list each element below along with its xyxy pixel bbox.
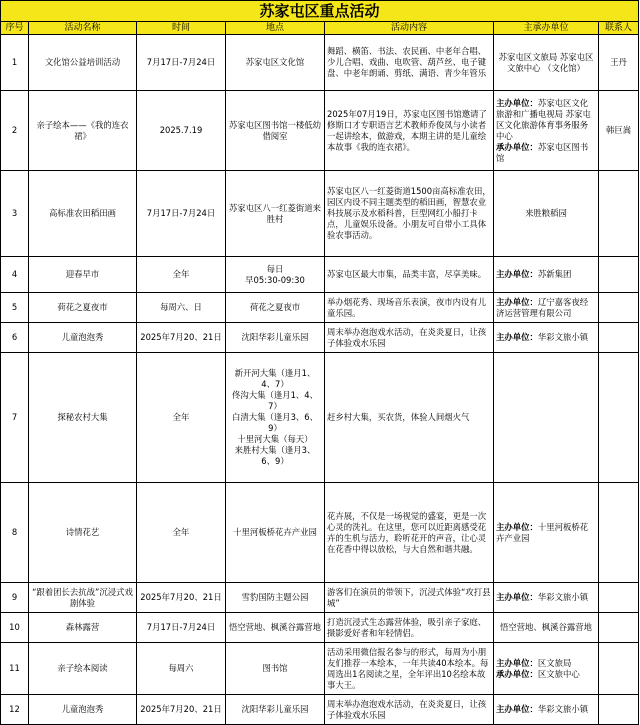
activity-content: 2025年07月19日，苏家屯区图书馆邀请了修斯口才专职语言艺术教师乔俊凤与小读者一起讲绘本，做游戏，本期主讲的是儿童绘本故事《我的连衣裙》。 xyxy=(325,91,494,171)
row-number: 12 xyxy=(1,695,29,725)
activity-contact xyxy=(599,643,639,695)
activity-content: 赶乡村大集，买农货，体验人间烟火气 xyxy=(325,353,494,483)
activity-content: 打造沉浸式生态露营体验，吸引亲子家庭、摄影爱好者和年轻情侣。 xyxy=(325,613,494,643)
table-row xyxy=(1,643,639,695)
activity-contact: 王丹 xyxy=(599,35,639,91)
organizer-label: 主办单位： xyxy=(496,97,538,108)
title-row xyxy=(1,1,639,22)
activity-content: 活动采用微信报名参与的形式，每周为小朋友们推荐一本绘本，一年共读40本绘本。每周选出1名阅读之星，全年评出10名绘本故事大王。 xyxy=(325,643,494,695)
activity-time: 全年 xyxy=(137,483,226,583)
co-organizer-value: 区文旅中心 xyxy=(537,668,580,679)
header-org: 主承办单位 xyxy=(494,22,599,35)
activity-time: 2025.7.19 xyxy=(137,91,226,171)
table-row xyxy=(1,613,639,643)
activity-name: 诗情花艺 xyxy=(29,483,137,583)
activity-content: 苏家屯区最大市集，品类丰富，尽享美味。 xyxy=(325,257,494,293)
activity-time: 7月17日-7月24日 xyxy=(137,613,226,643)
organizer-value: 区文旅局 xyxy=(537,657,572,668)
organizer-label: 主办单位： xyxy=(496,332,538,342)
activity-content: 举办烟花秀、现场音乐表演，夜市内设有儿童乐园。 xyxy=(325,293,494,323)
organizer-value: 华彩文旅小镇 xyxy=(537,704,589,714)
organizer-value: 苏新集团 xyxy=(537,269,572,279)
activity-name: 迎春早市 xyxy=(29,257,137,293)
activity-organizer xyxy=(494,293,599,323)
row-number: 3 xyxy=(1,171,29,257)
row-number: 7 xyxy=(1,353,29,483)
organizer-label: 主办单位： xyxy=(496,704,538,714)
activity-contact xyxy=(599,483,639,583)
activity-time: 全年 xyxy=(137,257,226,293)
activity-organizer xyxy=(494,583,599,613)
activity-organizer xyxy=(494,323,599,353)
activity-place: 十里河板桥花卉产业园 xyxy=(226,483,325,583)
activity-organizer xyxy=(494,483,599,583)
activity-place: 每日 早05:30-09:30 xyxy=(226,257,325,293)
activity-organizer xyxy=(494,171,599,257)
activity-time: 7月17日-7月24日 xyxy=(137,35,226,91)
co-organizer-label: 承办单位： xyxy=(496,668,538,679)
activity-name: 亲子绘本阅读 xyxy=(29,643,137,695)
table-row xyxy=(1,483,639,583)
table-row xyxy=(1,323,639,353)
organizer-value: 华彩文旅小镇 xyxy=(537,592,589,602)
activity-time: 每周六 xyxy=(137,643,226,695)
table-row xyxy=(1,171,639,257)
header-contact: 联系人 xyxy=(599,22,639,35)
row-number: 8 xyxy=(1,483,29,583)
activity-content: 游客们在演员的带领下，沉浸式体验“攻打县城” xyxy=(325,583,494,613)
activity-time: 全年 xyxy=(137,353,226,483)
activity-place: 图书馆 xyxy=(226,643,325,695)
activity-contact xyxy=(599,695,639,725)
row-number: 4 xyxy=(1,257,29,293)
table-row xyxy=(1,695,639,725)
organizer-label: 主办单位： xyxy=(496,296,538,307)
activity-organizer xyxy=(494,35,599,91)
activity-place: 沈阳华彩儿童乐园 xyxy=(226,323,325,353)
activity-time: 2025年7月20、21日 xyxy=(137,583,226,613)
organizer-label: 主办单位： xyxy=(496,521,538,532)
organizer-label: 主办单位： xyxy=(496,592,538,602)
row-number: 1 xyxy=(1,35,29,91)
activity-organizer xyxy=(494,353,599,483)
table-row xyxy=(1,353,639,483)
activity-name: 文化馆公益培训活动 xyxy=(29,35,137,91)
activity-contact xyxy=(599,171,639,257)
organizer-value: 悟空营地、枫溪谷露营地 xyxy=(499,622,593,632)
header-place: 地点 xyxy=(226,22,325,35)
activity-content: 花卉展，不仅是一场视觉的盛宴，更是一次心灵的洗礼。在这里，您可以近距离感受花卉的生机与活力，聆听花开的声音，让心灵在花香中得以放松，与大自然和谐共融。 xyxy=(325,483,494,583)
sheet-title: 苏家屯区重点活动 xyxy=(1,1,639,22)
row-number: 10 xyxy=(1,613,29,643)
activity-content: 周末举办泡泡戏水活动，在炎炎夏日，让孩子体验戏水乐园 xyxy=(325,695,494,725)
header-no: 序号 xyxy=(1,22,29,35)
activity-name: 森林露营 xyxy=(29,613,137,643)
table-row xyxy=(1,257,639,293)
activity-place: 雪豹国防主题公园 xyxy=(226,583,325,613)
activity-contact xyxy=(599,583,639,613)
organizer-label: 主办单位： xyxy=(496,657,538,668)
table-row xyxy=(1,293,639,323)
activity-contact xyxy=(599,353,639,483)
activity-organizer xyxy=(494,257,599,293)
activity-name: 亲子绘本——《我的连衣裙》 xyxy=(29,91,137,171)
header-time: 时间 xyxy=(137,22,226,35)
row-number: 6 xyxy=(1,323,29,353)
organizer-value: 华彩文旅小镇 xyxy=(537,332,589,342)
header-row xyxy=(1,22,639,35)
table-row xyxy=(1,35,639,91)
activity-place: 苏家屯区八一红菱街道来胜村 xyxy=(226,171,325,257)
activity-name: 探秘农村大集 xyxy=(29,353,137,483)
co-organizer-value: 苏家屯区图书馆 xyxy=(496,141,589,163)
row-number: 2 xyxy=(1,91,29,171)
activity-content: 周末举办泡泡戏水活动，在炎炎夏日，让孩子体验戏水乐园 xyxy=(325,323,494,353)
activity-time: 2025年7月20、21日 xyxy=(137,323,226,353)
activity-contact xyxy=(599,257,639,293)
activity-contact: 韩巨嵩 xyxy=(599,91,639,171)
activity-contact xyxy=(599,323,639,353)
table-row xyxy=(1,91,639,171)
activity-name: 荷花之夏夜市 xyxy=(29,293,137,323)
activity-organizer xyxy=(494,613,599,643)
activity-time: 每周六、日 xyxy=(137,293,226,323)
activity-contact xyxy=(599,293,639,323)
activity-content: 苏家屯区八一红菱街道1500亩高标准农田，园区内设不同主题类型的稻田画，智慧农业科技展示及水稻科普，巨型网红小船打卡点，儿童娱乐设备。小朋友可自带小工具体验农事活动。 xyxy=(325,171,494,257)
activity-organizer xyxy=(494,695,599,725)
activity-place: 苏家屯区文化馆 xyxy=(226,35,325,91)
activity-name: 儿童泡泡秀 xyxy=(29,323,137,353)
activity-name: “跟着团长去抗战”沉浸式戏剧体验 xyxy=(29,583,137,613)
activity-name: 儿童泡泡秀 xyxy=(29,695,137,725)
activity-contact xyxy=(599,613,639,643)
organizer-value: 苏家屯区文旅局 苏家屯区文旅中心 （文化馆） xyxy=(498,51,594,73)
row-number: 9 xyxy=(1,583,29,613)
activity-place: 荷花之夏夜市 xyxy=(226,293,325,323)
activity-place: 新开河大集（逢月1、4、7） 佟沟大集（逢月1、4、7） 白清大集（逢月3、6、9） 十里河大集（每天） 来胜村大集（逢月3、6、9） xyxy=(226,353,325,483)
row-number: 5 xyxy=(1,293,29,323)
organizer-label: 主办单位： xyxy=(496,269,538,279)
organizer-value: 苏家屯区文化旅游和广播电视局 苏家屯区文化旅游体育事务服务中心 xyxy=(496,97,591,141)
co-organizer-label: 承办单位： xyxy=(496,141,538,152)
organizer-value: 十里河板桥花卉产业园 xyxy=(496,521,589,543)
activity-content: 舞蹈、横笛、书法、农民画、中老年合唱、少儿合唱、戏曲、电吹管、葫芦丝、电子键盘、中老年朗诵、剪纸、满语、青少年管乐 xyxy=(325,35,494,91)
activity-place: 苏家屯区图书馆一楼低幼借阅室 xyxy=(226,91,325,171)
activity-place: 沈阳华彩儿童乐园 xyxy=(226,695,325,725)
header-name: 活动名称 xyxy=(29,22,137,35)
activity-place: 悟空营地、枫溪谷露营地 xyxy=(226,613,325,643)
activity-time: 2025年7月20、21日 xyxy=(137,695,226,725)
header-content: 活动内容 xyxy=(325,22,494,35)
organizer-value: 来胜粮稻园 xyxy=(525,208,567,218)
activity-organizer xyxy=(494,91,599,171)
row-number: 11 xyxy=(1,643,29,695)
organizer-value: 辽宁嘉客夜经济运营管理有限公司 xyxy=(496,296,589,318)
activity-time: 7月17日-7月24日 xyxy=(137,171,226,257)
table-row xyxy=(1,583,639,613)
activity-organizer xyxy=(494,643,599,695)
activity-name: 高标准农田稻田画 xyxy=(29,171,137,257)
